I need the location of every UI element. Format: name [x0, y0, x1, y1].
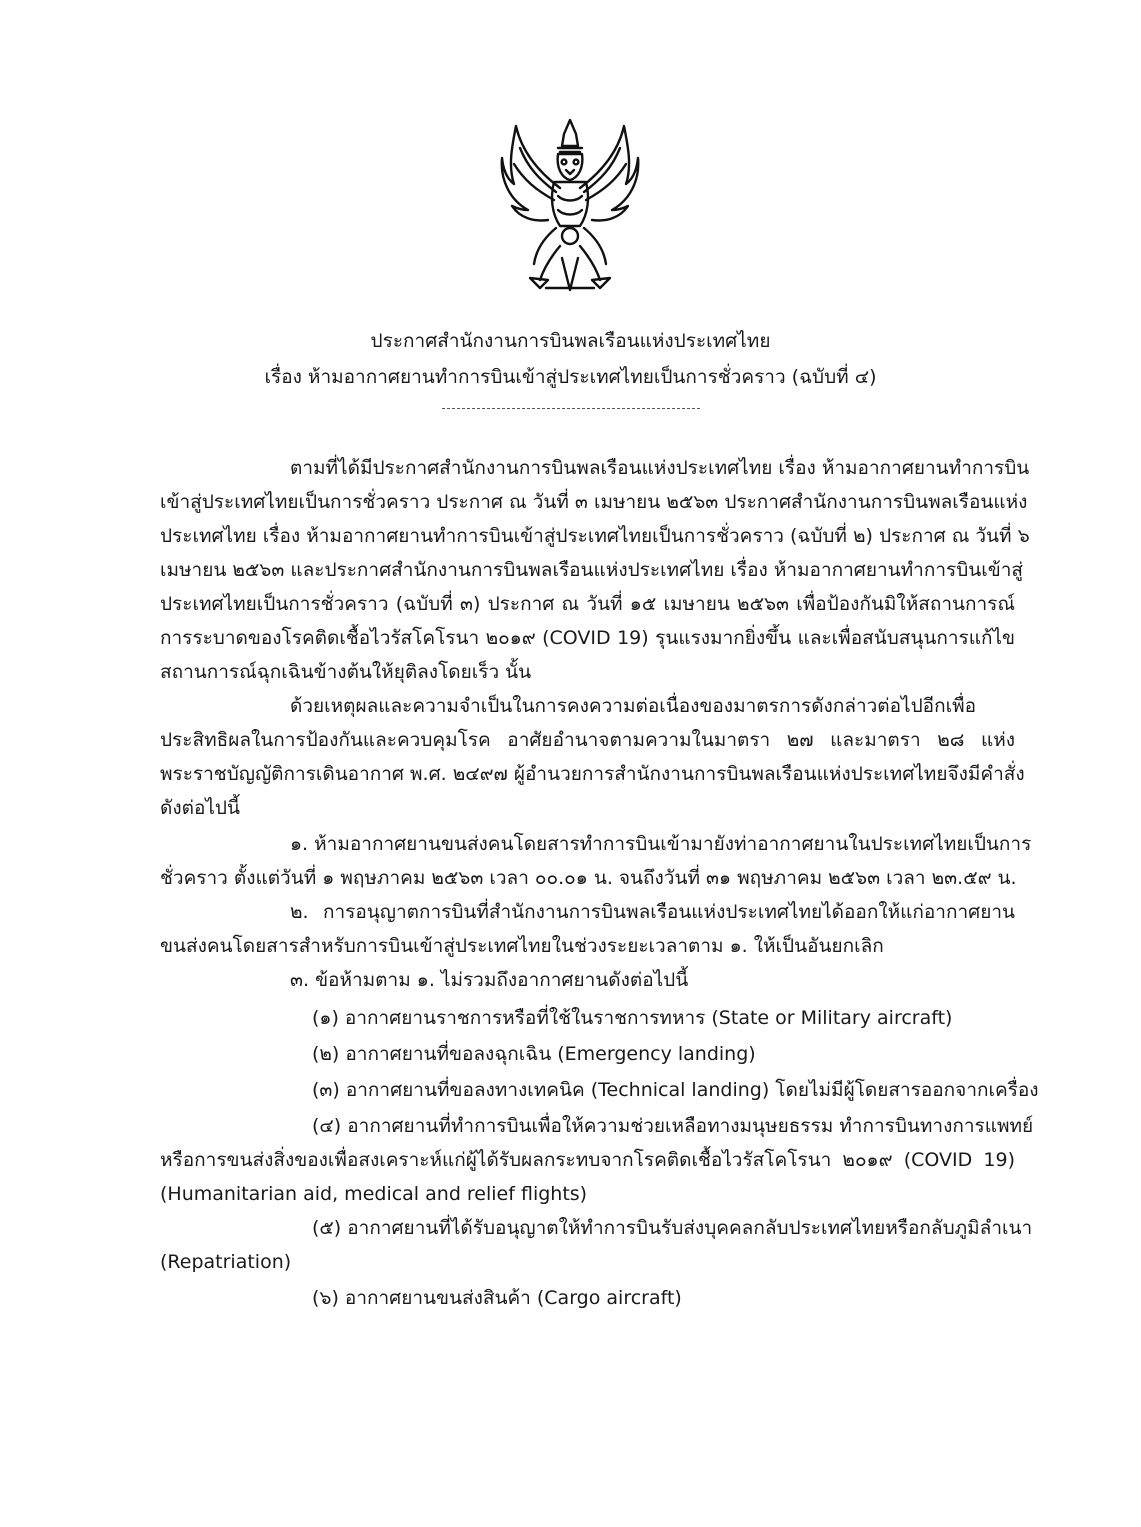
announcement-subject: เรื่อง ห้ามอากาศยานทำการบินเข้าสู่ประเทศไทยเป็นการชั่วคราว (ฉบับที่ ๔) — [264, 366, 877, 388]
body-line-10: พระราชบัญญัติการเดินอากาศ พ.ศ. ๒๔๙๗ ผู้อำนวยการสำนักงานการบินพลเรือนแห่งประเทศไทยจึงมีคำสั่ง — [160, 763, 1025, 785]
exemption-4-line-2: หรือการขนส่งสิ่งของเพื่อสงเคราะห์แก่ผู้ได้รับผลกระทบจากโรคติดเชื้อไวรัสโคโรนา ๒๐๑๙ (COVID 19) — [160, 1149, 1015, 1171]
exemption-3: (๓) อากาศยานที่ขอลงทางเทคนิค (Technical landing) โดยไม่มีผู้โดยสารออกจากเครื่อง — [312, 1079, 1039, 1101]
item-2-line-1: ๒. การอนุญาตการบินที่สำนักงานการบินพลเรือนแห่งประเทศไทยได้ออกให้แก่อากาศยาน — [290, 901, 1015, 923]
body-line-9: ประสิทธิผลในการป้องกันและควบคุมโรค อาศัยอำนาจตามความในมาตรา ๒๗ และมาตรา ๒๘ แห่ง — [160, 729, 1015, 751]
body-line-1: ตามที่ได้มีประกาศสำนักงานการบินพลเรือนแห่งประเทศไทย เรื่อง ห้ามอากาศยานทำการบิน — [290, 457, 1030, 479]
exemption-2: (๒) อากาศยานที่ขอลงฉุกเฉิน (Emergency landing) — [312, 1043, 756, 1065]
body-line-6: การระบาดของโรคติดเชื้อไวรัสโคโรนา ๒๐๑๙ (COVID 19) รุนแรงมากยิ่งขึ้น และเพื่อสนับสนุนการแก้ไข — [160, 627, 1015, 649]
item-3-line-1: ๓. ข้อห้ามตาม ๑. ไม่รวมถึงอากาศยานดังต่อไปนี้ — [290, 969, 689, 991]
exemption-5-line-2: (Repatriation) — [160, 1251, 292, 1273]
announcement-title: ประกาศสำนักงานการบินพลเรือนแห่งประเทศไทย — [370, 330, 771, 352]
body-line-2: เข้าสู่ประเทศไทยเป็นการชั่วคราว ประกาศ ณ วันที่ ๓ เมษายน ๒๕๖๓ ประกาศสำนักงานการบินพลเรือนแห่ง — [160, 491, 1028, 513]
body-line-3: ประเทศไทย เรื่อง ห้ามอากาศยานทำการบินเข้าสู่ประเทศไทยเป็นการชั่วคราว (ฉบับที่ ๒) ประกาศ ณ วันที่ ๖ — [160, 525, 1030, 547]
garuda-emblem-icon — [500, 118, 640, 294]
exemption-4-line-1: (๔) อากาศยานที่ทำการบินเพื่อให้ความช่วยเหลือทางมนุษยธรรม ทำการบินทางการแพทย์ — [312, 1115, 1034, 1137]
item-1-line-2: ชั่วคราว ตั้งแต่วันที่ ๑ พฤษภาคม ๒๕๖๓ เวลา ๐๐.๐๑ น. จนถึงวันที่ ๓๑ พฤษภาคม ๒๕๖๓ เวลา ๒๓.๕๙ น. — [160, 867, 1017, 889]
body-line-4: เมษายน ๒๕๖๓ และประกาศสำนักงานการบินพลเรือนแห่งประเทศไทย เรื่อง ห้ามอากาศยานทำการบินเข้าสู่ — [160, 559, 1024, 581]
body-line-5: ประเทศไทยเป็นการชั่วคราว (ฉบับที่ ๓) ประกาศ ณ วันที่ ๑๕ เมษายน ๒๕๖๓ เพื่อป้องกันมิให้สถานการณ์ — [160, 593, 1015, 615]
exemption-1: (๑) อากาศยานราชการหรือที่ใช้ในราชการทหาร (State or Military aircraft) — [312, 1007, 953, 1029]
exemption-4-line-3: (Humanitarian aid, medical and relief flights) — [160, 1183, 588, 1205]
exemption-6: (๖) อากาศยานขนส่งสินค้า (Cargo aircraft) — [312, 1287, 682, 1309]
separator-rule — [442, 408, 700, 409]
body-line-8: ด้วยเหตุผลและความจำเป็นในการคงความต่อเนื่องของมาตรการดังกล่าวต่อไปอีกเพื่อ — [290, 695, 977, 717]
item-1-line-1: ๑. ห้ามอากาศยานขนส่งคนโดยสารทำการบินเข้ามายังท่าอากาศยานในประเทศไทยเป็นการ — [290, 833, 1032, 855]
item-2-line-2: ขนส่งคนโดยสารสำหรับการบินเข้าสู่ประเทศไทยในช่วงระยะเวลาตาม ๑. ให้เป็นอันยกเลิก — [160, 935, 884, 957]
body-line-11: ดังต่อไปนี้ — [160, 797, 240, 819]
body-line-7: สถานการณ์ฉุกเฉินข้างต้นให้ยุติลงโดยเร็ว นั้น — [160, 661, 532, 683]
exemption-5-line-1: (๕) อากาศยานที่ได้รับอนุญาตให้ทำการบินรับส่งบุคคลกลับประเทศไทยหรือกลับภูมิลำเนา — [312, 1217, 1033, 1239]
